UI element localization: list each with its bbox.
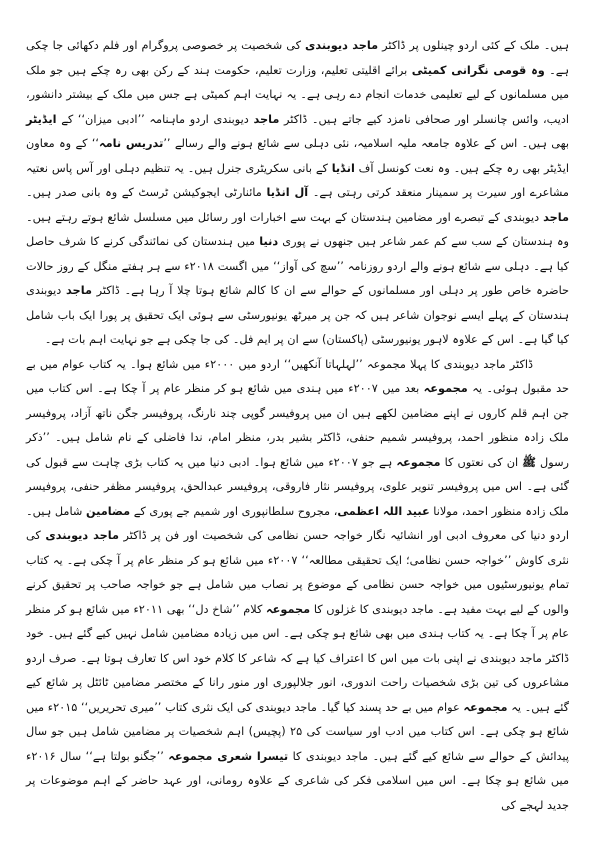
text-run: میں ہندستان کی نمائندگی کرنے کا شرف حاصل کیا ہے۔ دہلی سے شائع ہونے والے اردو روزنامہ ’’سچ کی آواز‘‘ میں اگست ۲۰۱۸ء سے ہر ہفتے منگل کے روز حالات حاضرہ خاص طور پر دہلی اور مسلمانوں کے حوالے سے ان کا کالم شائع ہوتا چلا آ رہا ہے۔ ڈاکٹر [26, 235, 569, 297]
text-run: بھی ہیں۔ اس کے علاوہ جامعہ ملیہ اسلامیہ، نئی دہلی سے شائع ہونے والے رسالے ’’ [163, 137, 569, 150]
text-run: ڈاکٹر ماجد دیوبندی کا پہلا مجموعہ ’’لہلہاتا آنکھیں‘‘ اردو میں ۲۰۰۰ء میں شائع ہوا۔ یہ کتاب عوام میں بے حد مقبول ہوئی۔ یہ [26, 357, 569, 395]
text-run: برائے اقلیتی تعلیم، وزارت تعلیم، حکومت ہند کے رکن بھی رہ چکے ہیں جو ملک میں مسلمانوں کے لیے تعلیمی خدمات انجام دے رہی ہے۔ یہ نہایت اہم کمیٹی ہے جس میں ملک کے بیشتر دانشور، ادیب، وائس چانسلر اور صحافی نامزد کیے جاتے ہیں۔ ڈاکٹر [26, 63, 570, 126]
text-run: عوام میں بے حد پسند کیا گیا۔ ماجد دیوبندی کی ایک نثری کتاب ’’میری تحریریں‘‘ ۲۰۱۵ء میں شائع ہو چکی ہے۔ اس کتاب میں ادب اور سیاست کی ۲۵ (پچیس) اہم شخصیات پر مضامین شامل ہیں جو سال پیدائش کے حوالے سے شائع کیے گئے ہیں۔ ماجد دیوبندی کا [26, 700, 569, 763]
paragraph [26, 353, 569, 819]
bold-text: مجموعہ [396, 455, 441, 469]
text-run: کی نثری کاوش ’’خواجہ حسن نظامی؛ ایک تحقیقی مطالعہ‘‘ ۲۰۰۷ء میں شائع ہو کر منظر عام پر آ چکی ہے۔ یہ کتاب تمام یونیورسٹیوں میں خواجہ حسن نظامی کے موضوع پر نصاب میں شامل ہے جو خواجہ صاحب پر تحقیق کرنے والوں کے لیے بہت مفید ہے۔ ماجد دیوبندی کا غزلوں کا [26, 529, 569, 616]
text-run: ہیں۔ ملک کے کئی اردو چینلوں پر ڈاکٹر [378, 39, 569, 52]
bold-text: ﷺ [522, 455, 536, 469]
bold-text: مجموعہ [463, 700, 508, 714]
text-run: کی شخصیت پر خصوصی پروگرام اور فلم دکھائی جا چکی ہے۔ [26, 39, 569, 77]
text-run: ’’جگنو بولتا ہے‘‘ سال ۲۰۱۶ء میں شائع ہو چکا ہے۔ اس میں اسلامی فکر کی شاعری کے علاوہ رومانی، اور عہد حاضر کے اہم موضوعات پر جدید لہجے کی [26, 749, 569, 812]
text-run: دیوبندی کے تبصرے اور مضامین ہندستان کے بہت سے اخبارات اور رسائل میں مسلسل شائع ہوتے رہتے ہیں۔ وہ ہندستان کے سب سے کم عمر شاعر ہیں جنھوں نے پوری [26, 210, 569, 248]
text-run: دیوبندی اردو ماہنامہ ’’ادبی میزان‘‘ کے [56, 112, 254, 126]
text-run: ‘‘ کے وہ معاون ایڈیٹر بھی رہ چکے ہیں۔ وہ نعت کونسل آف [26, 137, 569, 175]
bold-text: تدریس نامہ [99, 137, 164, 150]
bold-text: ماجد [253, 112, 280, 126]
bold-text: آل انڈیا [266, 186, 309, 199]
bold-text: مجموعہ [266, 602, 311, 616]
bold-text: ماجد [66, 284, 92, 297]
text-run: کے بانی سکریٹری جنرل ہیں۔ یہ تنظیم دہلی اور آس پاس نعتیہ مشاعرے اور سیرت پر سمینار منعقد کرتی رہتی ہے۔ [26, 161, 569, 199]
bold-text: انڈیا [331, 161, 355, 175]
text-run: شامل ہیں۔ اردو دنیا کی معروف ادبی اور انشائیہ نگار خواجہ حسن نظامی کی شخصیت اور فن پر ڈاکٹر [26, 504, 569, 542]
bold-text: ماجد دیوبندی [305, 39, 379, 52]
bold-text: عبید اللہ اعظمی [337, 504, 430, 518]
paragraph [26, 34, 569, 353]
bold-text: دنیا [259, 235, 279, 248]
bold-text: تیسرا شعری مجموعہ [168, 749, 289, 763]
text-run: دیوبندی ہندستان کے پہلے ایسے نوجوان شاعر ہیں کہ جن پر میرٹھ یونیورسٹی سے ہوئی ایک تحقیق پر پورا ایک باب شامل کیا گیا ہے۔ اس کے علاوہ لاہور یونیورسٹی (پاکستان) سے ان پر ایم فل۔ کی جا چکی ہے جو نہایت اہم بات ہے۔ [26, 284, 569, 346]
bold-text: وہ قومی نگرانی کمیٹی [411, 63, 545, 77]
bold-text: ماجد [543, 210, 569, 224]
bold-text: مجموعہ [423, 382, 468, 395]
text-run: بعد میں ۲۰۰۷ء میں ہندی میں شائع ہو کر منظر عام پر آ چکا ہے۔ اس کتاب میں جن اہم قلم کاروں نے اپنے مضامین لکھے ہیں ان میں پروفیسر گوپی چند نارنگ، پروفیسر جگن ناتھ آزاد، پروفیسر ملک زادہ منظور احمد، پروفیسر شمیم حنفی، ڈاکٹر بشیر بدر، منظر امام، ندا فاضلی کے نام شامل ہیں۔ ’’ذکر رسول [26, 382, 570, 469]
text-run: مائنارٹی ایجوکیشن ٹرسٹ کے وہ بانی صدر ہیں۔ [26, 186, 267, 199]
text-run: کلام ’’شاخ دل‘‘ بھی ۲۰۱۱ء میں شائع ہو کر منظر عام پر آ چکا ہے۔ یہ کتاب ہندی میں بھی شائع ہو چکی ہے۔ اس میں زیادہ مضامین شامل نہیں کیے گئے ہیں۔ خود ڈاکٹر ماجد دیوبندی نے اپنی بات میں اس کا اعتراف کیا ہے کہ شاعر کا کلام خود اس کا تعارف ہوتا ہے۔ صرف اردو مشاعروں کی تین بڑی شخصیات راحت اندوری، انور جلالپوری اور منور رانا کے مختصر مضامین ٹائٹل پر شائع کیے گئے ہیں۔ یہ [26, 602, 569, 714]
text-run: ہے جو ۲۰۰۷ء میں شائع ہوا۔ ادبی دنیا میں یہ کتاب بڑی چاہت سے قبول کی گئی ہے۔ اس میں پروفیسر تنویر علوی، پروفیسر نثار فاروقی، پروفیسر عبدالحق، پروفیسر مظفر حنفی، پروفیسر ملک زادہ منظور احمد، مولانا [26, 455, 569, 518]
body-text [26, 34, 569, 818]
bold-text: مضامین [85, 504, 131, 518]
bold-text: ایڈیٹر [26, 112, 57, 126]
bold-text: ماجد دیوبندی [45, 529, 119, 542]
text-run: ، مجروح سلطانپوری اور شمیم جے پوری کے [130, 504, 338, 518]
text-run: ان کی نعتوں کا [440, 455, 523, 469]
